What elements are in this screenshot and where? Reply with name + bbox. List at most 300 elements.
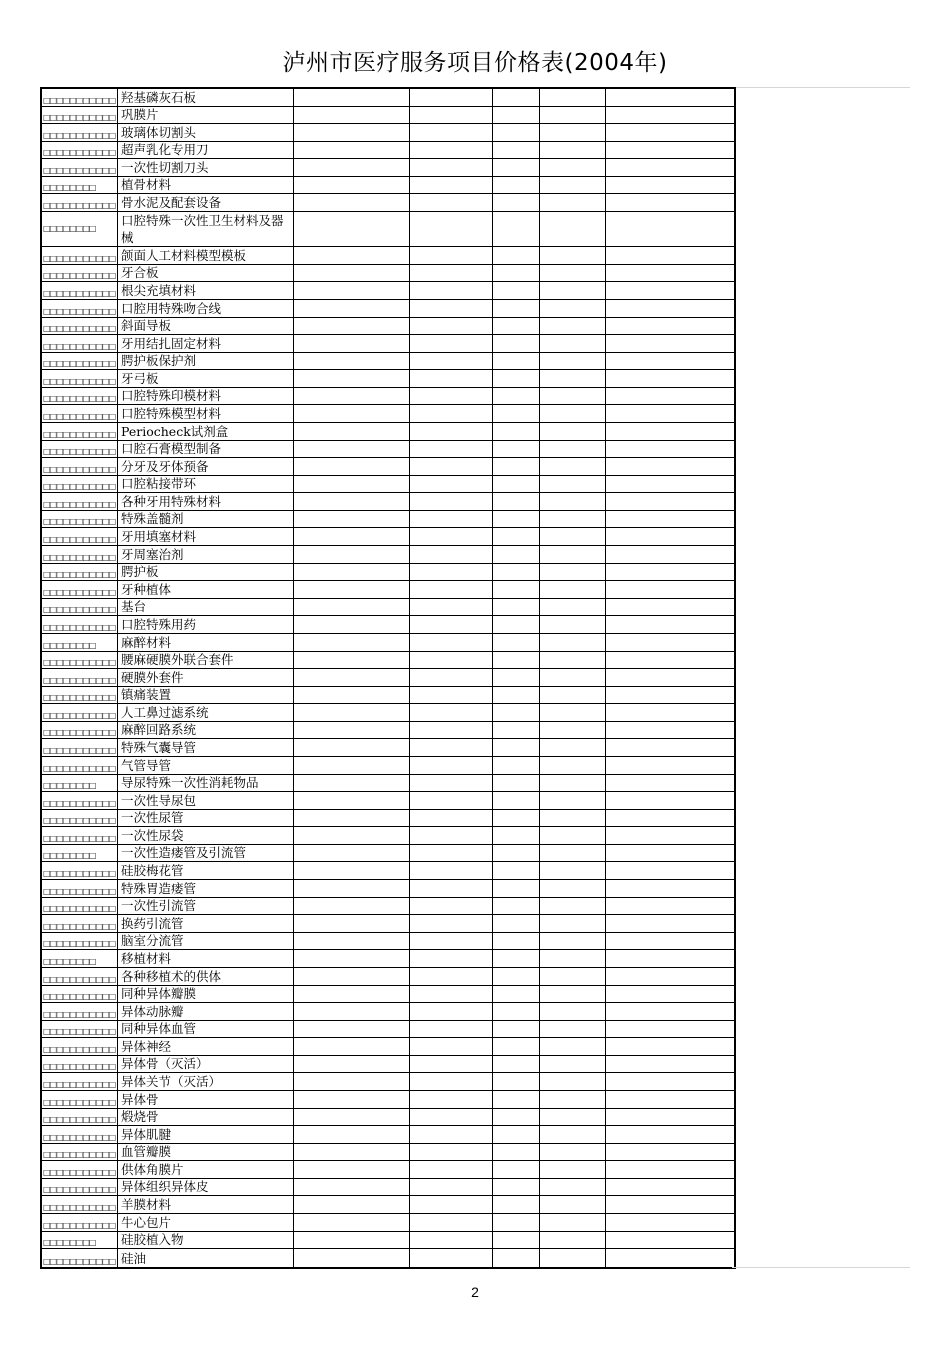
empty-cell [294,599,410,616]
empty-cell [540,862,606,879]
empty-cell [606,669,732,686]
empty-cell [540,1091,606,1108]
empty-cell [493,528,540,545]
item-name-cell: 颌面人工材料模型模板 [118,247,294,264]
empty-cell [294,968,410,985]
table-row [42,616,734,634]
empty-cell [493,1179,540,1196]
item-code-cell: □□□□□□□□□□□ [42,546,118,563]
empty-cell [410,581,493,598]
empty-cell [410,247,493,264]
empty-cell [294,1091,410,1108]
empty-cell [294,704,410,721]
empty-cell [493,827,540,844]
empty-cell [606,1073,732,1090]
empty-cell [540,318,606,335]
empty-cell [540,1196,606,1213]
empty-cell [606,1196,732,1213]
empty-cell [606,652,732,669]
sheet-gridline [732,1267,910,1268]
empty-cell [606,722,732,739]
table-row [42,159,734,177]
empty-cell [606,1056,732,1073]
empty-cell [493,177,540,194]
item-name-cell: 特殊胃造瘘管 [118,880,294,897]
item-code-cell: □□□□□□□□□□□ [42,1144,118,1161]
item-code-cell: □□□□□□□□□□□ [42,1109,118,1126]
table-row [42,441,734,459]
empty-cell [410,405,493,422]
empty-cell [540,546,606,563]
empty-cell [493,1196,540,1213]
item-name-cell: 腭护板 [118,564,294,581]
empty-cell [606,898,732,915]
empty-cell [294,1056,410,1073]
item-name-cell: 麻醉回路系统 [118,722,294,739]
empty-cell [294,757,410,774]
empty-cell [410,89,493,106]
empty-cell [410,1144,493,1161]
empty-cell [493,282,540,299]
empty-cell [606,388,732,405]
item-code-cell: □□□□□□□□□□□ [42,669,118,686]
empty-cell [606,792,732,809]
item-code-cell: □□□□□□□□□□□ [42,265,118,282]
empty-cell [410,792,493,809]
item-code-cell: □□□□□□□□□□□ [42,1179,118,1196]
empty-cell [540,124,606,141]
empty-cell [540,775,606,792]
empty-cell [294,581,410,598]
empty-cell [493,1249,540,1267]
empty-cell [493,441,540,458]
item-code-cell: □□□□□□□□□□□ [42,282,118,299]
empty-cell [540,652,606,669]
empty-cell [606,107,732,124]
table-row [42,880,734,898]
empty-cell [493,915,540,932]
empty-cell [493,1003,540,1020]
item-name-cell: 人工鼻过滤系统 [118,704,294,721]
table-row [42,1109,734,1127]
table-row [42,1179,734,1197]
empty-cell [540,792,606,809]
item-code-cell: □□□□□□□□ [42,634,118,651]
empty-cell [294,1144,410,1161]
empty-cell [410,1038,493,1055]
item-code-cell: □□□□□□□□ [42,950,118,967]
item-name-cell: 异体骨（灭活） [118,1056,294,1073]
empty-cell [493,792,540,809]
empty-cell [606,775,732,792]
table-row [42,687,734,705]
empty-cell [540,634,606,651]
empty-cell [294,1003,410,1020]
empty-cell [410,458,493,475]
item-name-cell: 根尖充填材料 [118,282,294,299]
empty-cell [493,862,540,879]
empty-cell [410,423,493,440]
table-row [42,335,734,353]
item-code-cell: □□□□□□□□□□□ [42,722,118,739]
table-row [42,1126,734,1144]
empty-cell [540,950,606,967]
empty-cell [540,1109,606,1126]
empty-cell [294,177,410,194]
empty-cell [540,388,606,405]
empty-cell [493,388,540,405]
empty-cell [294,89,410,106]
empty-cell [410,1056,493,1073]
empty-cell [606,810,732,827]
empty-cell [493,950,540,967]
table-row [42,546,734,564]
item-name-cell: 羊膜材料 [118,1196,294,1213]
item-code-cell: □□□□□□□□□□□ [42,247,118,264]
empty-cell [606,634,732,651]
empty-cell [294,247,410,264]
empty-cell [493,493,540,510]
table-row [42,564,734,582]
empty-cell [410,1232,493,1249]
item-name-cell: 异体动脉瓣 [118,1003,294,1020]
item-code-cell: □□□□□□□□□□□ [42,1038,118,1055]
item-code-cell: □□□□□□□□□□□ [42,898,118,915]
empty-cell [606,546,732,563]
empty-cell [294,827,410,844]
item-name-cell: 骨水泥及配套设备 [118,194,294,211]
item-name-cell: 血管瓣膜 [118,1144,294,1161]
item-code-cell: □□□□□□□□□□□ [42,441,118,458]
empty-cell [410,845,493,862]
table-row [42,476,734,494]
empty-cell [294,212,410,246]
item-code-cell: □□□□□□□□□□□ [42,862,118,879]
empty-cell [410,370,493,387]
table-row [42,282,734,300]
empty-cell [410,142,493,159]
empty-cell [410,1021,493,1038]
empty-cell [540,89,606,106]
item-code-cell: □□□□□□□□ [42,1232,118,1249]
empty-cell [606,458,732,475]
empty-cell [294,335,410,352]
empty-cell [606,265,732,282]
empty-cell [606,1021,732,1038]
item-code-cell: □□□□□□□□□□□ [42,318,118,335]
empty-cell [294,1232,410,1249]
item-name-cell: 腰麻硬膜外联合套件 [118,652,294,669]
table-row [42,915,734,933]
table-row [42,511,734,529]
empty-cell [540,1214,606,1231]
empty-cell [410,915,493,932]
item-name-cell: 超声乳化专用刀 [118,142,294,159]
empty-cell [606,318,732,335]
empty-cell [606,1249,732,1267]
empty-cell [410,353,493,370]
empty-cell [540,827,606,844]
item-code-cell: □□□□□□□□□□□ [42,493,118,510]
empty-cell [606,687,732,704]
item-code-cell: □□□□□□□□□□□ [42,1073,118,1090]
empty-cell [410,1091,493,1108]
empty-cell [294,898,410,915]
empty-cell [606,564,732,581]
empty-cell [410,335,493,352]
empty-cell [540,159,606,176]
empty-cell [493,757,540,774]
item-code-cell: □□□□□□□□□□□ [42,142,118,159]
empty-cell [410,318,493,335]
item-code-cell: □□□□□□□□□□□ [42,986,118,1003]
empty-cell [410,388,493,405]
item-name-cell: 口腔特殊模型材料 [118,405,294,422]
table-row [42,528,734,546]
empty-cell [410,862,493,879]
item-name-cell: 导尿特殊一次性消耗物品 [118,775,294,792]
item-name-cell: 异体关节（灭活） [118,1073,294,1090]
empty-cell [410,810,493,827]
empty-cell [606,335,732,352]
empty-cell [540,528,606,545]
empty-cell [410,722,493,739]
empty-cell [540,722,606,739]
empty-cell [294,775,410,792]
empty-cell [606,915,732,932]
empty-cell [493,1021,540,1038]
empty-cell [410,564,493,581]
empty-cell [410,511,493,528]
empty-cell [606,599,732,616]
table-row [42,1144,734,1162]
empty-cell [493,370,540,387]
item-code-cell: □□□□□□□□□□□ [42,810,118,827]
item-code-cell: □□□□□□□□□□□ [42,599,118,616]
empty-cell [410,950,493,967]
empty-cell [493,652,540,669]
empty-cell [493,1073,540,1090]
item-code-cell: □□□□□□□□□□□ [42,757,118,774]
empty-cell [294,687,410,704]
empty-cell [540,335,606,352]
item-code-cell: □□□□□□□□□□□ [42,827,118,844]
empty-cell [540,757,606,774]
table-row [42,405,734,423]
empty-cell [294,722,410,739]
item-code-cell: □□□□□□□□□□□ [42,968,118,985]
table-row [42,194,734,212]
empty-cell [493,1109,540,1126]
empty-cell [410,616,493,633]
empty-cell [294,634,410,651]
empty-cell [493,335,540,352]
empty-cell [606,212,732,246]
table-row [42,810,734,828]
empty-cell [294,546,410,563]
item-name-cell: 移植材料 [118,950,294,967]
empty-cell [294,476,410,493]
empty-cell [540,1232,606,1249]
table-row [42,423,734,441]
table-row [42,845,734,863]
item-name-cell: 斜面导板 [118,318,294,335]
empty-cell [294,1179,410,1196]
empty-cell [410,634,493,651]
empty-cell [493,775,540,792]
table-row [42,986,734,1004]
empty-cell [493,599,540,616]
empty-cell [493,1038,540,1055]
item-code-cell: □□□□□□□□□□□ [42,1003,118,1020]
page-number: 2 [471,1284,479,1300]
empty-cell [493,1056,540,1073]
item-name-cell: 牙弓板 [118,370,294,387]
empty-cell [606,581,732,598]
item-name-cell: 一次性造瘘管及引流管 [118,845,294,862]
empty-cell [294,107,410,124]
empty-cell [540,845,606,862]
empty-cell [294,564,410,581]
empty-cell [493,1161,540,1178]
item-name-cell: 镇痛装置 [118,687,294,704]
empty-cell [606,528,732,545]
table-row [42,1021,734,1039]
table-row [42,968,734,986]
empty-cell [410,493,493,510]
table-row [42,862,734,880]
empty-cell [294,159,410,176]
table-row [42,775,734,793]
empty-cell [540,915,606,932]
empty-cell [606,827,732,844]
item-name-cell: 牛心包片 [118,1214,294,1231]
empty-cell [606,300,732,317]
empty-cell [493,212,540,246]
sheet-gridline [732,87,910,88]
table-row [42,212,734,247]
empty-cell [410,1073,493,1090]
empty-cell [540,810,606,827]
empty-cell [606,476,732,493]
empty-cell [493,353,540,370]
table-row [42,757,734,775]
table-row [42,142,734,160]
empty-cell [493,546,540,563]
table-row [42,1196,734,1214]
empty-cell [493,933,540,950]
item-name-cell: 牙周塞治剂 [118,546,294,563]
empty-cell [493,247,540,264]
empty-cell [606,441,732,458]
empty-cell [540,212,606,246]
empty-cell [410,1109,493,1126]
item-name-cell: 同种异体瓣膜 [118,986,294,1003]
item-code-cell: □□□□□□□□□□□ [42,581,118,598]
empty-cell [410,652,493,669]
empty-cell [540,423,606,440]
empty-cell [606,423,732,440]
empty-cell [606,142,732,159]
empty-cell [410,177,493,194]
empty-cell [493,581,540,598]
item-code-cell: □□□□□□□□□□□ [42,89,118,106]
empty-cell [294,142,410,159]
empty-cell [410,968,493,985]
empty-cell [493,704,540,721]
item-code-cell: □□□□□□□□□□□ [42,300,118,317]
item-code-cell: □□□□□□□□□□□ [42,405,118,422]
empty-cell [493,1144,540,1161]
empty-cell [493,89,540,106]
empty-cell [540,986,606,1003]
empty-cell [294,370,410,387]
empty-cell [294,405,410,422]
item-code-cell: □□□□□□□□□□□ [42,1214,118,1231]
empty-cell [606,177,732,194]
empty-cell [540,616,606,633]
item-code-cell: □□□□□□□□□□□ [42,1196,118,1213]
empty-cell [410,757,493,774]
empty-cell [540,1249,606,1267]
empty-cell [294,353,410,370]
empty-cell [410,159,493,176]
item-code-cell: □□□□□□□□□□□ [42,107,118,124]
empty-cell [540,880,606,897]
empty-cell [294,458,410,475]
item-name-cell: 硬膜外套件 [118,669,294,686]
table-row [42,1091,734,1109]
empty-cell [493,124,540,141]
empty-cell [294,862,410,879]
item-name-cell: 一次性引流管 [118,898,294,915]
item-name-cell: 各种牙用特殊材料 [118,493,294,510]
empty-cell [294,1038,410,1055]
empty-cell [294,1126,410,1143]
empty-cell [294,1214,410,1231]
empty-cell [294,1021,410,1038]
item-code-cell: □□□□□□□□ [42,212,118,246]
empty-cell [606,89,732,106]
empty-cell [540,599,606,616]
empty-cell [410,107,493,124]
empty-cell [410,300,493,317]
item-name-cell: 口腔石膏模型制备 [118,441,294,458]
table-row [42,599,734,617]
empty-cell [540,1056,606,1073]
item-name-cell: 异体组织异体皮 [118,1179,294,1196]
empty-cell [540,687,606,704]
item-name-cell: 各种移植术的供体 [118,968,294,985]
empty-cell [606,1144,732,1161]
item-name-cell: 特殊盖髓剂 [118,511,294,528]
item-code-cell: □□□□□□□□□□□ [42,159,118,176]
empty-cell [540,1003,606,1020]
empty-cell [493,265,540,282]
empty-cell [410,212,493,246]
empty-cell [294,915,410,932]
empty-cell [606,933,732,950]
item-name-cell: 一次性尿管 [118,810,294,827]
item-name-cell: 一次性切割刀头 [118,159,294,176]
table-row [42,177,734,195]
item-name-cell: 腭护板保护剂 [118,353,294,370]
empty-cell [294,528,410,545]
empty-cell [493,476,540,493]
empty-cell [540,353,606,370]
empty-cell [493,669,540,686]
table-row [42,458,734,476]
